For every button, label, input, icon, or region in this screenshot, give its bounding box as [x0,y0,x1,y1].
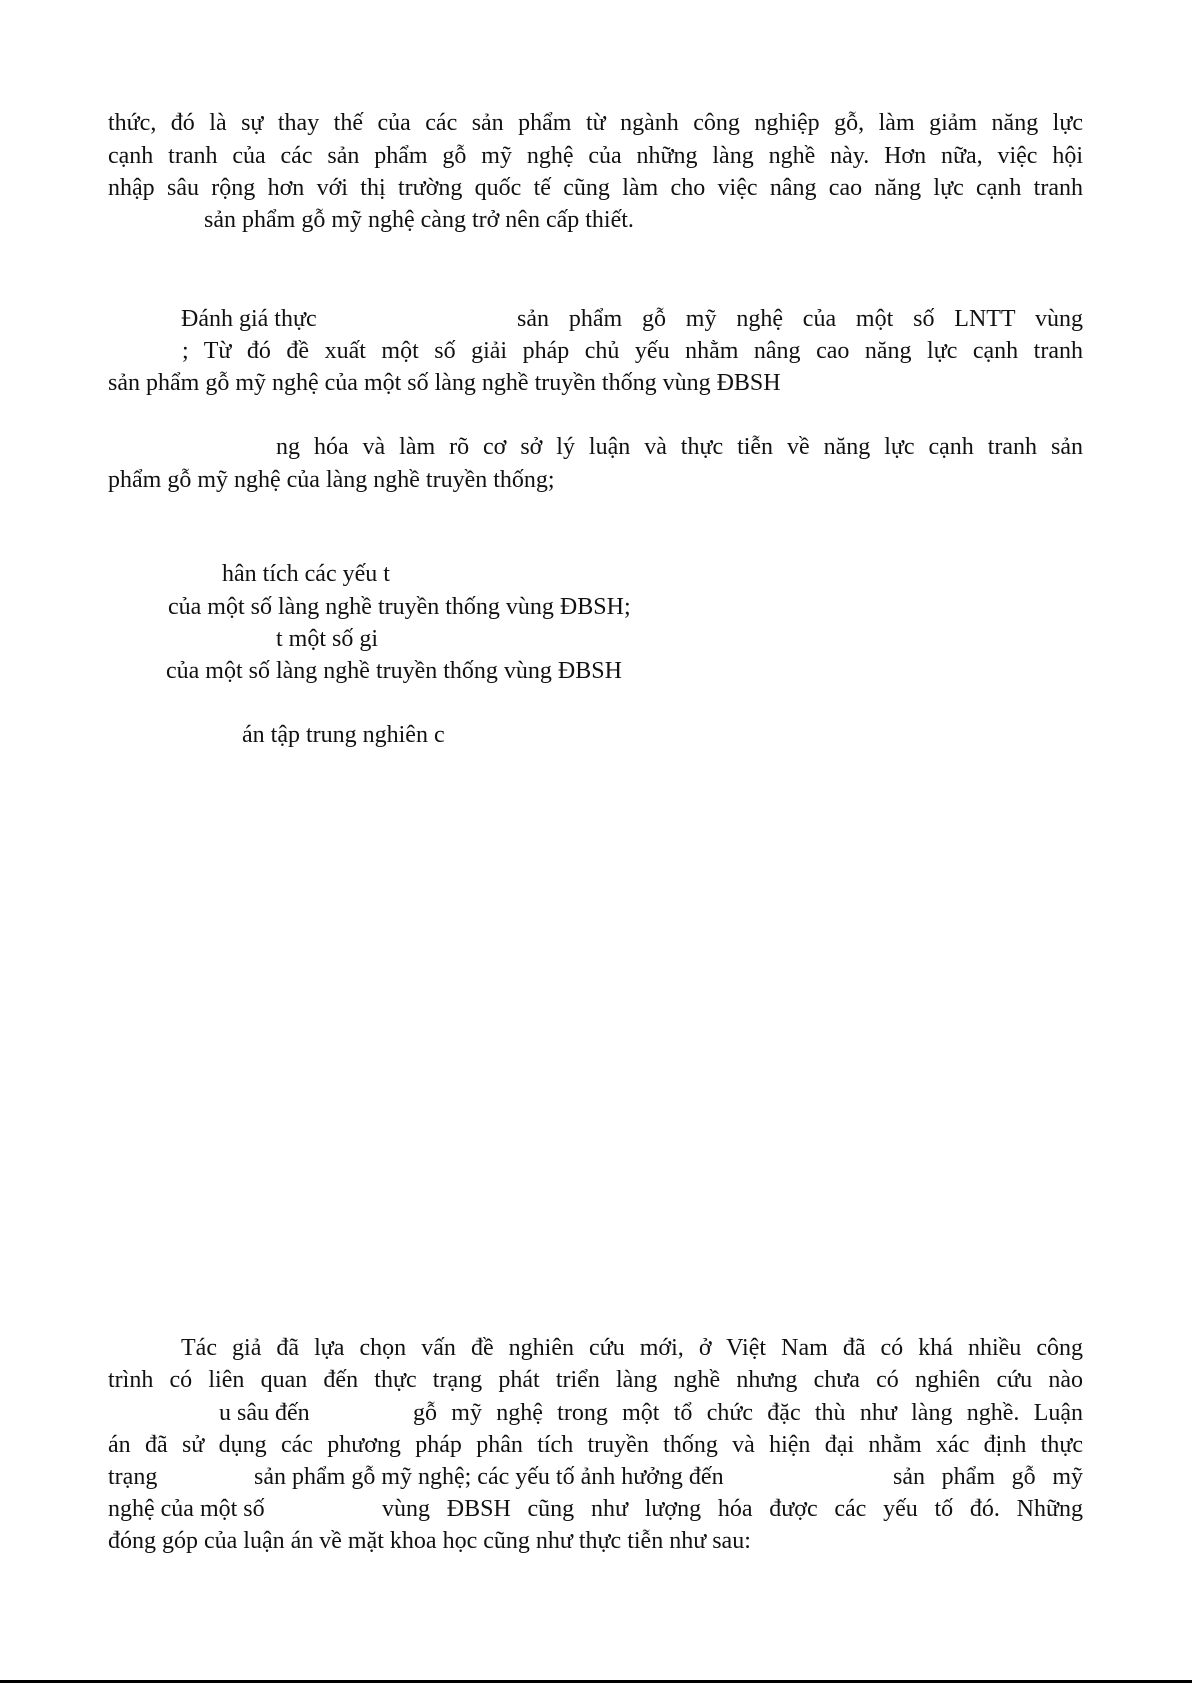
contribution-line-6b: vùng ĐBSH cũng như lượng hóa được các yếu tố đó. Những [382,1496,1083,1522]
objective-specific-1-line-2: phẩm gỗ mỹ nghệ của làng nghề truyền thống; [108,467,555,493]
objective-general-line-1a: Đánh giá thực [181,306,317,332]
paragraph-1-line-4: sản phẩm gỗ mỹ nghệ càng trở nên cấp thiết. [204,207,634,233]
contribution-line-6a: nghệ của một số [108,1496,265,1522]
objective-specific-2-line-3: t một số gi [276,626,379,652]
contribution-line-5a: trạng [108,1464,158,1490]
contribution-line-7: đóng góp của luận án về mặt khoa học cũng như thực tiễn như sau: [108,1528,751,1554]
contribution-line-2: trình có liên quan đến thực trạng phát triển làng nghề nhưng chưa có nghiên cứu nào [108,1367,1083,1393]
paragraph-1-line-1: thức, đó là sự thay thế của các sản phẩm từ ngành công nghiệp gỗ, làm giảm năng lực [108,110,1083,136]
objective-general-line-1b: sản phẩm gỗ mỹ nghệ của một số LNTT vùng [517,306,1083,332]
objective-specific-2-line-4: của một số làng nghề truyền thống vùng ĐBSH [166,658,622,684]
objective-general-line-3: sản phẩm gỗ mỹ nghệ của một số làng nghề truyền thống vùng ĐBSH [108,370,781,396]
scope-line-1: án tập trung nghiên c [242,722,445,748]
objective-general-line-2: ; Từ đó đề xuất một số giải pháp chủ yếu nhằm nâng cao năng lực cạnh tranh [182,338,1083,364]
paragraph-1-line-3: nhập sâu rộng hơn với thị trường quốc tế cũng làm cho việc nâng cao năng lực cạnh tranh [108,175,1083,201]
objective-specific-2-line-2: của một số làng nghề truyền thống vùng ĐBSH; [168,594,631,620]
paragraph-1-line-2: cạnh tranh của các sản phẩm gỗ mỹ nghệ của những làng nghề này. Hơn nữa, việc hội [108,143,1083,169]
objective-specific-2-line-1: hân tích các yếu t [222,561,390,587]
contribution-line-5c: sản phẩm gỗ mỹ [893,1464,1083,1490]
contribution-line-5b: sản phẩm gỗ mỹ nghệ; các yếu tố ảnh hưởng đến [254,1464,724,1490]
contribution-line-3a: u sâu đến [219,1400,310,1426]
contribution-line-1: Tác giả đã lựa chọn vấn đề nghiên cứu mới, ở Việt Nam đã có khá nhiều công [181,1335,1083,1361]
objective-specific-1-line-1: ng hóa và làm rõ cơ sở lý luận và thực tiễn về năng lực cạnh tranh sản [276,434,1083,460]
contribution-line-3b: gỗ mỹ nghệ trong một tổ chức đặc thù như làng nghề. Luận [413,1400,1083,1426]
page-bottom-border [0,1680,1192,1683]
contribution-line-4: án đã sử dụng các phương pháp phân tích truyền thống và hiện đại nhằm xác định thực [108,1432,1083,1458]
